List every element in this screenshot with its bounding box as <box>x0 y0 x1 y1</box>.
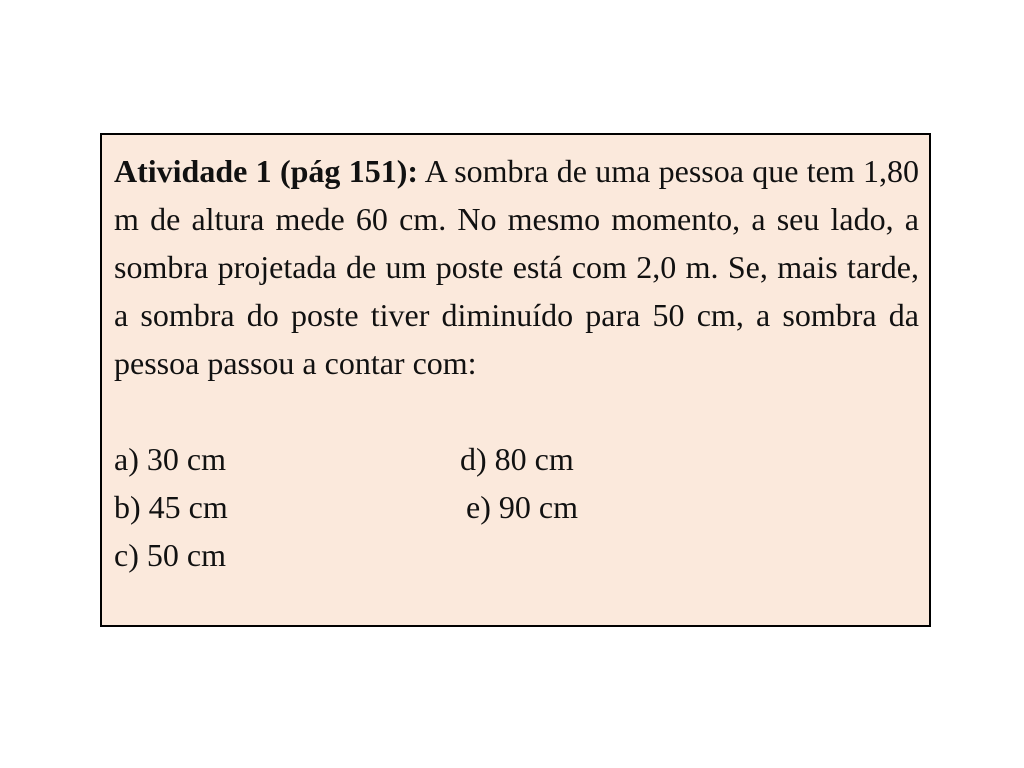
question-statement <box>114 147 919 387</box>
option-d[interactable]: d) 80 cm <box>460 441 574 477</box>
option-b[interactable]: b) 45 cm <box>114 489 228 525</box>
answer-options <box>114 435 919 579</box>
question-title: Atividade 1 (pág 151): <box>114 153 419 189</box>
question-text: A sombra de uma pessoa que tem 1,80 m de altura mede 60 cm. No mesmo momento, a seu lado, a sombra projetada de um poste está com 2,0 m. Se, mais tarde, a sombra do poste tiver diminuído para 50 cm, a sombra da pessoa passou a contar com: <box>114 153 920 381</box>
option-e[interactable]: e) 90 cm <box>466 489 578 525</box>
option-row-3 <box>114 531 919 579</box>
option-a[interactable]: a) 30 cm <box>114 441 226 477</box>
option-row-2 <box>114 483 919 531</box>
question-box <box>100 133 931 627</box>
option-c[interactable]: c) 50 cm <box>114 537 226 573</box>
option-row-1 <box>114 435 919 483</box>
